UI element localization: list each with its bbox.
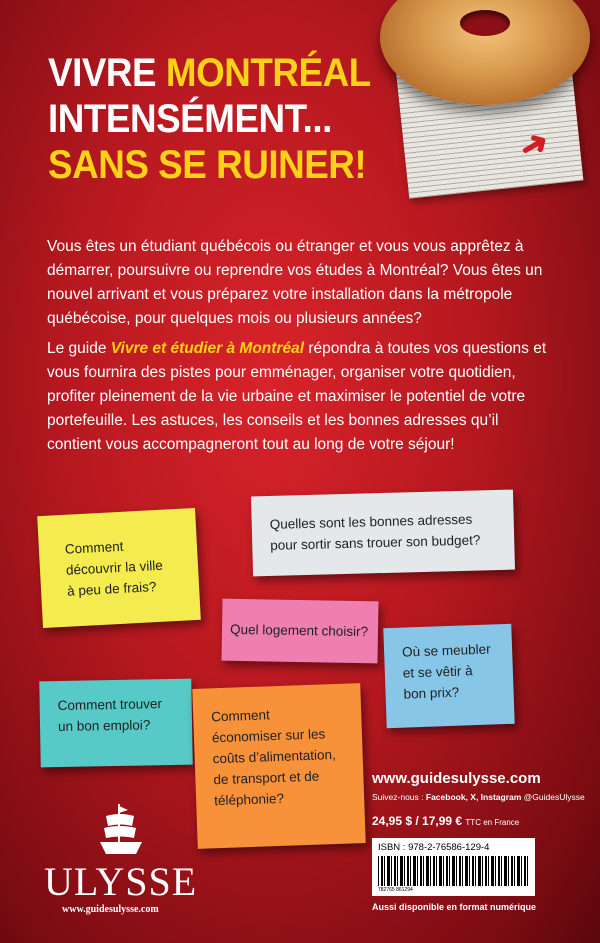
price-value: 24,95 $ / 17,99 € xyxy=(372,814,466,828)
headline-intensement: INTENSÉMENT... xyxy=(48,97,332,141)
note-line: Quel logement choisir? xyxy=(229,621,369,640)
sticky-note-furnish xyxy=(383,624,514,728)
note-line: téléphonie? xyxy=(213,790,285,809)
guide-paragraph-end: répondra à toutes vos questions et vous fournira des pistes pour emménager, organiser votre quotidien, profiter pleinement de la vie urbaine et maximiser le potentiel de votre portefeuille. Les astuces, les conseils et les bonnes adresses qu’il contient vous accompagneront tout au long de votre séjour! xyxy=(47,340,547,453)
headline-vivre: VIVRE xyxy=(48,51,166,95)
note-line: économiser sur les xyxy=(211,726,326,746)
note-line: Quelles sont les bonnes adresses xyxy=(269,511,473,532)
note-line: découvrir la ville xyxy=(65,557,164,578)
follow-networks: Facebook, X, Instagram xyxy=(425,792,522,802)
note-line: et se vêtir à xyxy=(402,663,473,681)
follow-prefix: Suivez-nous : xyxy=(372,792,426,802)
website-link[interactable]: www.guidesulysse.com xyxy=(372,770,541,787)
logo-url[interactable]: www.guidesulysse.com xyxy=(62,904,159,915)
headline xyxy=(48,50,371,188)
sticky-note-job xyxy=(39,679,192,768)
follow-us xyxy=(372,792,585,802)
book-title: Vivre et étudier à Montréal xyxy=(110,340,305,357)
note-line: Comment trouver xyxy=(57,696,163,714)
guide-paragraph-start: Le guide xyxy=(47,340,111,357)
note-line: bon prix? xyxy=(403,684,460,702)
note-line: Où se meubler xyxy=(401,641,491,660)
note-line: coûts d’alimentation, xyxy=(212,747,336,767)
note-line: Comment xyxy=(64,538,124,557)
headline-sans-se-ruiner: SANS SE RUINER! xyxy=(48,143,367,187)
note-line: un bon emploi? xyxy=(57,717,151,735)
price xyxy=(372,814,519,828)
isbn: ISBN : 978-2-76586-129-4 xyxy=(378,842,490,853)
sticky-note-housing xyxy=(221,599,378,664)
intro-paragraph: Vous êtes un étudiant québécois ou étranger et vous vous apprêtez à démarrer, poursuivre ou reprendre vos études à Montréal? Vous êtes un nouvel arrivant et vous préparez votre installation dans la métropole québécoise, pour quelques mois ou plusieurs années? xyxy=(47,238,543,327)
headline-montreal: MONTRÉAL xyxy=(165,51,371,95)
sticky-note-save xyxy=(192,683,365,849)
ulysse-logo-text: ULYSSE xyxy=(44,859,198,904)
digital-availability: Aussi disponible en format numérique xyxy=(372,902,537,912)
sticky-note-discover xyxy=(37,508,201,628)
note-line: à peu de frais? xyxy=(66,579,157,599)
barcode xyxy=(372,838,535,896)
note-line: Comment xyxy=(210,707,270,725)
red-arrow-icon: ➜ xyxy=(512,121,557,169)
price-note: TTC en France xyxy=(465,818,520,827)
follow-handle: @GuidesUlysse xyxy=(521,792,585,802)
ship-logo-icon xyxy=(98,802,144,860)
bagel-hole xyxy=(460,10,510,36)
barcode-digits: 782765 861294 xyxy=(378,887,413,893)
guide-paragraph xyxy=(47,337,557,457)
note-line: pour sortir sans trouer son budget? xyxy=(270,532,481,553)
note-line: de transport et de xyxy=(213,768,320,788)
sticky-note-addresses xyxy=(251,490,515,577)
barcode-bars xyxy=(378,856,528,886)
